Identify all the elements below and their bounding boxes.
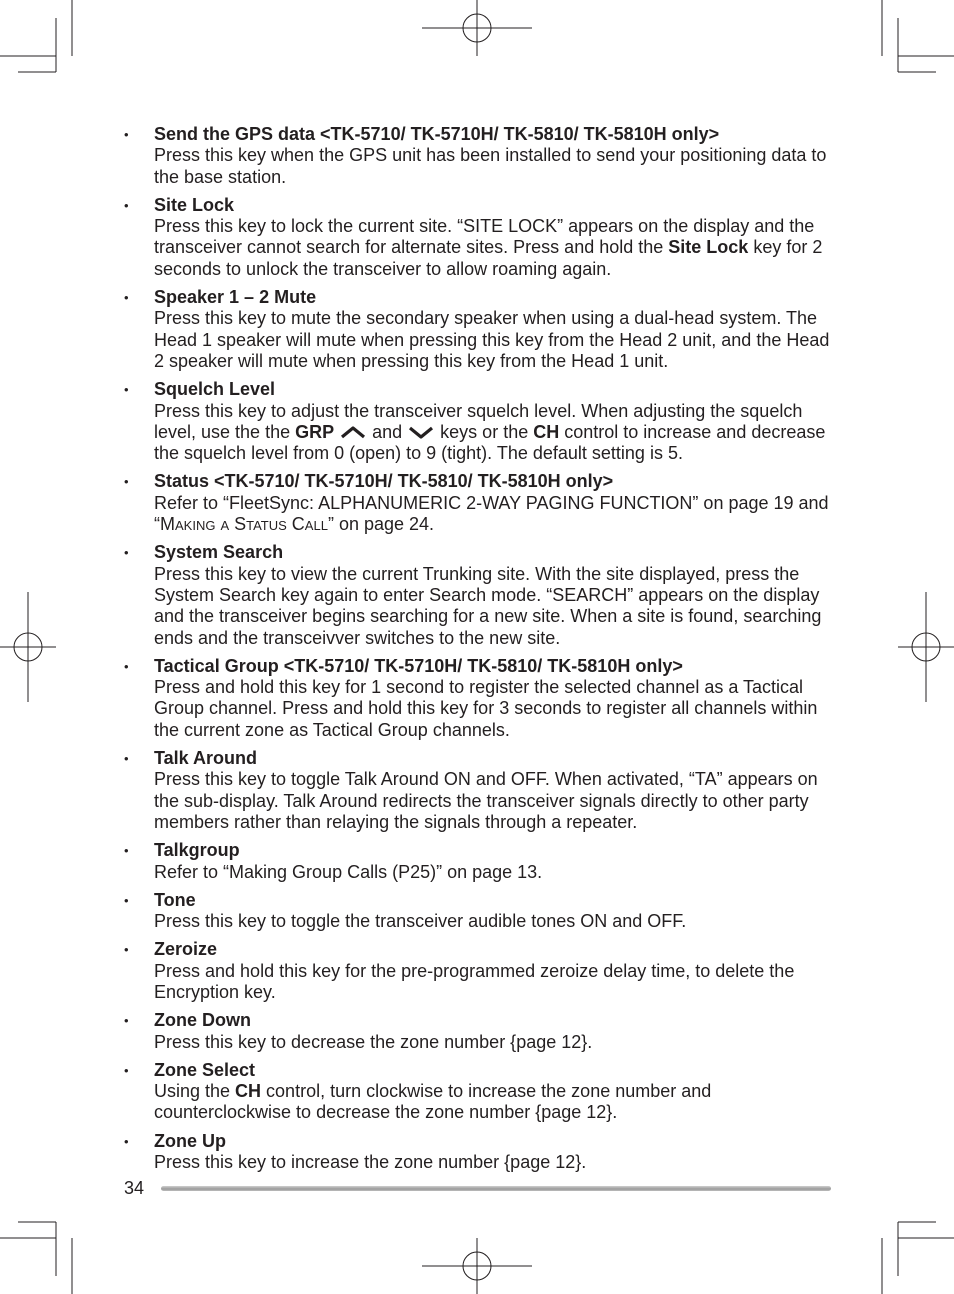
- bullet-icon: •: [124, 1133, 129, 1149]
- entry-body: Press this key to view the current Trunking site. With the site displayed, press the System Search key again to enter Search mode. “SEARCH” appears on the display and the transceiver begins searching for a new site. When a site is found, searching ends and the transceivver switches to the new site.: [154, 563, 822, 648]
- list-item: [124, 379, 834, 464]
- entry-body: Press and hold this key for the pre-programmed zeroize delay time, to delete the Encryption key.: [154, 960, 795, 1002]
- body-text: and: [367, 421, 408, 442]
- bullet-icon: •: [124, 382, 129, 398]
- list-item: [124, 840, 834, 883]
- page-number: 34: [124, 1178, 145, 1198]
- bullet-icon: •: [124, 658, 129, 674]
- entry-body: Press this key to toggle the transceiver audible tones ON and OFF.: [154, 911, 687, 932]
- entry-body: [154, 1081, 834, 1124]
- entry-body: Press this key to decrease the zone number {page 12}.: [154, 1031, 593, 1052]
- list-item: [124, 542, 834, 648]
- key-name-ch: CH: [533, 421, 560, 442]
- entry-title: Tactical Group <TK-5710/ TK-5710H/ TK-5810/ TK-5810H only>: [154, 655, 683, 676]
- key-name: Site Lock: [668, 237, 749, 258]
- body-text: control, turn clockwise to increase the zone number and counterclockwise to decrease the zone number {page 12}.: [154, 1081, 712, 1123]
- key-name-grp: GRP: [295, 421, 335, 442]
- bullet-icon: •: [124, 843, 129, 859]
- body-text: ” on page 24.: [327, 514, 435, 535]
- entry-body: [154, 401, 834, 465]
- body-text: Press this key to lock the current site. “SITE LOCK” appears on the display and the transceiver cannot search for alternate sites. Press and hold the: [154, 216, 815, 258]
- entry-title: Status <TK-5710/ TK-5710H/ TK-5810/ TK-5810H only>: [154, 471, 614, 492]
- entry-body: Press and hold this key for 1 second to register the selected channel as a Tactical Group channel. Press and hold this key for 3 seconds to register all channels within the current zone as Tactical Group channels.: [154, 677, 818, 740]
- bullet-icon: •: [124, 290, 129, 306]
- list-item: [124, 1131, 834, 1174]
- body-text: control to increase and decrease the squelch level from 0 (open) to 9 (tight). The default setting is 5.: [154, 421, 826, 464]
- entry-title: System Search: [154, 542, 284, 563]
- bullet-icon: •: [124, 545, 129, 561]
- entry-body: Press this key to mute the secondary speaker when using a dual-head system. The Head 1 speaker will mute when pressing this key from the Head 2 unit, and the Head 2 speaker will mute when pressing this key from the Head 1 unit.: [154, 308, 830, 371]
- body-text: Refer to “FleetSync: ALPHANUMERIC 2-WAY PAGING FUNCTION” on page 19 and “: [154, 492, 829, 535]
- entry-title: Speaker 1 – 2 Mute: [154, 287, 317, 308]
- entry-title: Zone Up: [154, 1130, 226, 1151]
- list-item: [124, 890, 834, 933]
- entry-title: Site Lock: [154, 194, 235, 215]
- body-text: key for 2 seconds to unlock the transceiver to allow roaming again.: [154, 237, 823, 279]
- bullet-icon: •: [124, 1062, 129, 1078]
- entry-body: [154, 493, 834, 536]
- key-function-list: [124, 124, 834, 1180]
- footer-rule: [161, 1186, 831, 1191]
- section-reference: Making a Status Call: [160, 514, 328, 535]
- bullet-icon: •: [124, 751, 129, 767]
- bullet-icon: •: [124, 892, 129, 908]
- list-item: [124, 656, 834, 741]
- entry-body: Press this key to increase the zone number {page 12}.: [154, 1152, 587, 1173]
- list-item: [124, 1060, 834, 1124]
- entry-title: Talkgroup: [154, 840, 240, 861]
- entry-title: Zeroize: [154, 939, 218, 960]
- bullet-icon: •: [124, 1013, 129, 1029]
- list-item: [124, 124, 834, 188]
- entry-body: Refer to “Making Group Calls (P25)” on page 13.: [154, 861, 543, 882]
- bullet-icon: •: [124, 197, 129, 213]
- entry-body: Press this key to toggle Talk Around ON and OFF. When activated, “TA” appears on the sub-display. Talk Around redirects the transceiver signals directly to other party members rather than relaying the signals through a repeater.: [154, 769, 818, 832]
- list-item: [124, 471, 834, 535]
- body-text: Press this key to adjust the transceiver squelch level. When adjusting the squelch level, use the the: [154, 400, 803, 442]
- bullet-icon: •: [124, 942, 129, 958]
- list-item: [124, 195, 834, 280]
- entry-title: Tone: [154, 889, 196, 910]
- bullet-icon: •: [124, 127, 129, 142]
- entry-title: Zone Select: [154, 1059, 256, 1080]
- entry-title: Send the GPS data <TK-5710/ TK-5710H/ TK-5810/ TK-5810H only>: [154, 124, 720, 144]
- entry-title: Zone Down: [154, 1010, 251, 1031]
- entry-title: Squelch Level: [154, 379, 276, 400]
- entry-body: Press this key when the GPS unit has been installed to send your positioning data to the base station.: [154, 145, 827, 187]
- entry-body: [154, 216, 834, 280]
- list-item: [124, 1010, 834, 1053]
- entry-title: Talk Around: [154, 748, 257, 769]
- chevron-up-icon: [339, 425, 367, 439]
- bullet-icon: •: [124, 474, 129, 490]
- list-item: [124, 939, 834, 1003]
- body-text: Using the: [154, 1081, 236, 1102]
- list-item: [124, 748, 834, 833]
- key-name: CH: [235, 1081, 262, 1102]
- chevron-down-icon: [407, 425, 435, 439]
- body-text: keys or the: [435, 421, 534, 442]
- list-item: [124, 287, 834, 372]
